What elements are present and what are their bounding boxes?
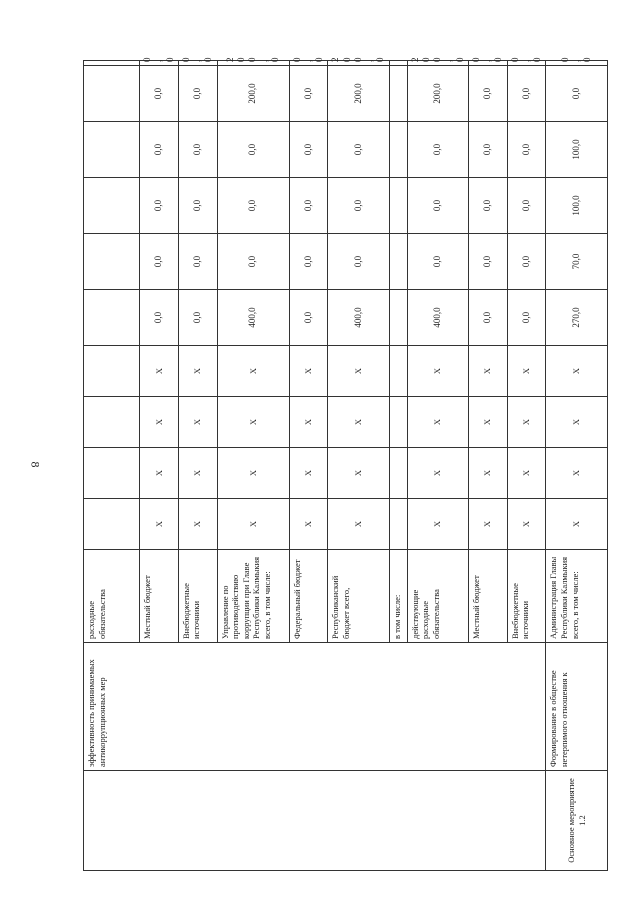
cell-code: X xyxy=(546,499,608,550)
cell-code: X xyxy=(407,397,468,448)
cell-amount: 0,0 xyxy=(507,61,546,66)
cell-code: X xyxy=(507,397,546,448)
cell-amount: 0,0 xyxy=(289,61,328,66)
cell-code: X xyxy=(468,499,507,550)
cell-amount: 0,0 xyxy=(289,178,328,234)
cell-code: X xyxy=(468,397,507,448)
cell-activity: Основное мероприятие 1.2 xyxy=(546,771,608,871)
cell-code: X xyxy=(328,448,389,499)
cell-amount xyxy=(84,290,140,346)
cell-amount: 0,0 xyxy=(468,234,507,290)
cell-code: X xyxy=(217,499,289,550)
cell-code: X xyxy=(507,448,546,499)
cell-code xyxy=(84,397,140,448)
page-number: 8 xyxy=(28,461,43,468)
cell-source: Управление по противодействию коррупции при Главе Республики Калмыкия всего, в том числе: xyxy=(217,550,289,643)
cell-source: Федеральный бюджет xyxy=(289,550,328,643)
cell-amount: 0,0 xyxy=(178,66,217,122)
cell-amount: 0,0 xyxy=(289,122,328,178)
cell-amount: 0,0 xyxy=(328,178,389,234)
cell-amount: 200,0 xyxy=(217,61,289,66)
cell-amount: 0,0 xyxy=(217,122,289,178)
cell-source: действующие расходные обязательства xyxy=(407,550,468,643)
cell-amount xyxy=(389,290,407,346)
cell-description: эффективность принимаемых антикоррупционных мер xyxy=(84,643,546,771)
cell-amount: 0,0 xyxy=(217,178,289,234)
cell-amount: 0,0 xyxy=(328,234,389,290)
cell-code: X xyxy=(178,499,217,550)
cell-code: X xyxy=(217,397,289,448)
cell-code: X xyxy=(178,346,217,397)
cell-code: X xyxy=(140,499,179,550)
cell-code: X xyxy=(140,397,179,448)
cell-amount: 0,0 xyxy=(328,122,389,178)
cell-code: X xyxy=(289,397,328,448)
table-row xyxy=(84,61,140,871)
cell-code: X xyxy=(289,448,328,499)
cell-code: X xyxy=(140,448,179,499)
cell-amount xyxy=(84,234,140,290)
cell-amount: 0,0 xyxy=(140,122,179,178)
cell-code: X xyxy=(507,499,546,550)
rotated-table-container xyxy=(83,57,593,871)
cell-amount: 0,0 xyxy=(178,178,217,234)
cell-code xyxy=(389,448,407,499)
cell-amount: 0,0 xyxy=(407,234,468,290)
cell-amount: 0,0 xyxy=(507,234,546,290)
cell-amount: 0,0 xyxy=(507,290,546,346)
cell-amount xyxy=(389,122,407,178)
cell-amount: 0,0 xyxy=(140,178,179,234)
cell-code: X xyxy=(178,448,217,499)
cell-activity xyxy=(84,771,546,871)
cell-amount xyxy=(84,178,140,234)
cell-code: X xyxy=(289,346,328,397)
cell-code: X xyxy=(140,346,179,397)
cell-amount: 100,0 xyxy=(546,178,608,234)
cell-amount: 200,0 xyxy=(407,66,468,122)
cell-amount: 270,0 xyxy=(546,290,608,346)
table-row xyxy=(546,61,608,871)
cell-amount: 0,0 xyxy=(178,234,217,290)
cell-amount: 200,0 xyxy=(217,66,289,122)
cell-code xyxy=(84,448,140,499)
cell-amount xyxy=(389,234,407,290)
cell-amount: 0,0 xyxy=(289,66,328,122)
cell-amount: 200,0 xyxy=(328,61,389,66)
cell-amount: 70,0 xyxy=(546,234,608,290)
cell-code: X xyxy=(407,448,468,499)
cell-amount: 0,0 xyxy=(140,61,179,66)
cell-source: Местный бюджет xyxy=(140,550,179,643)
cell-amount: 0,0 xyxy=(407,122,468,178)
cell-source: Республиканский бюджет всего, xyxy=(328,550,389,643)
cell-amount: 0,0 xyxy=(507,178,546,234)
cell-source: Администрация Главы Республики Калмыкия всего, в том числе: xyxy=(546,550,608,643)
cell-amount xyxy=(389,66,407,122)
cell-amount: 0,0 xyxy=(140,290,179,346)
cell-amount: 0,0 xyxy=(507,122,546,178)
cell-amount: 100,0 xyxy=(546,122,608,178)
cell-amount: 400,0 xyxy=(217,290,289,346)
cell-code: X xyxy=(468,448,507,499)
table-body xyxy=(84,57,608,871)
cell-code xyxy=(84,346,140,397)
cell-code: X xyxy=(328,346,389,397)
cell-amount: 0,0 xyxy=(217,234,289,290)
cell-code: X xyxy=(328,397,389,448)
cell-code: X xyxy=(217,448,289,499)
cell-source: Внебюджетные источники xyxy=(507,550,546,643)
cell-code: X xyxy=(407,346,468,397)
cell-code: X xyxy=(407,499,468,550)
cell-amount: 400,0 xyxy=(407,290,468,346)
cell-amount xyxy=(389,61,407,66)
cell-source: Местный бюджет xyxy=(468,550,507,643)
cell-amount: 0,0 xyxy=(468,61,507,66)
cell-code: X xyxy=(328,499,389,550)
cell-amount: 0,0 xyxy=(289,290,328,346)
cell-amount: 0,0 xyxy=(468,290,507,346)
cell-amount: 0,0 xyxy=(178,61,217,66)
cell-amount: 0,0 xyxy=(468,66,507,122)
cell-amount: 0,0 xyxy=(468,122,507,178)
cell-description: Формирование в обществе нетерпимого отношения к xyxy=(546,643,608,771)
cell-code: X xyxy=(178,397,217,448)
cell-amount: 0,0 xyxy=(178,290,217,346)
cell-code xyxy=(389,397,407,448)
cell-code: X xyxy=(217,346,289,397)
cell-amount: 0,0 xyxy=(546,66,608,122)
cell-amount xyxy=(389,178,407,234)
cell-code xyxy=(389,499,407,550)
cell-code: X xyxy=(468,346,507,397)
cell-code xyxy=(389,346,407,397)
cell-code: X xyxy=(546,397,608,448)
cell-amount: 0,0 xyxy=(289,234,328,290)
cell-code: X xyxy=(289,499,328,550)
cell-amount: 0,0 xyxy=(546,61,608,66)
budget-table xyxy=(83,57,608,871)
cell-amount xyxy=(84,61,140,66)
cell-source: расходные обязательства xyxy=(84,550,140,643)
cell-source: Внебюджетные источники xyxy=(178,550,217,643)
cell-code xyxy=(84,499,140,550)
cell-code: X xyxy=(546,448,608,499)
cell-amount: 0,0 xyxy=(178,122,217,178)
cell-amount: 0,0 xyxy=(140,234,179,290)
cell-amount xyxy=(84,66,140,122)
cell-amount xyxy=(84,122,140,178)
cell-code: X xyxy=(546,346,608,397)
cell-amount: 0,0 xyxy=(140,66,179,122)
cell-source: в том числе: xyxy=(389,550,407,643)
cell-amount: 400,0 xyxy=(328,290,389,346)
cell-amount: 200,0 xyxy=(407,61,468,66)
cell-amount: 0,0 xyxy=(407,178,468,234)
cell-amount: 0,0 xyxy=(468,178,507,234)
cell-amount: 200,0 xyxy=(328,66,389,122)
cell-code: X xyxy=(507,346,546,397)
cell-amount: 0,0 xyxy=(507,66,546,122)
